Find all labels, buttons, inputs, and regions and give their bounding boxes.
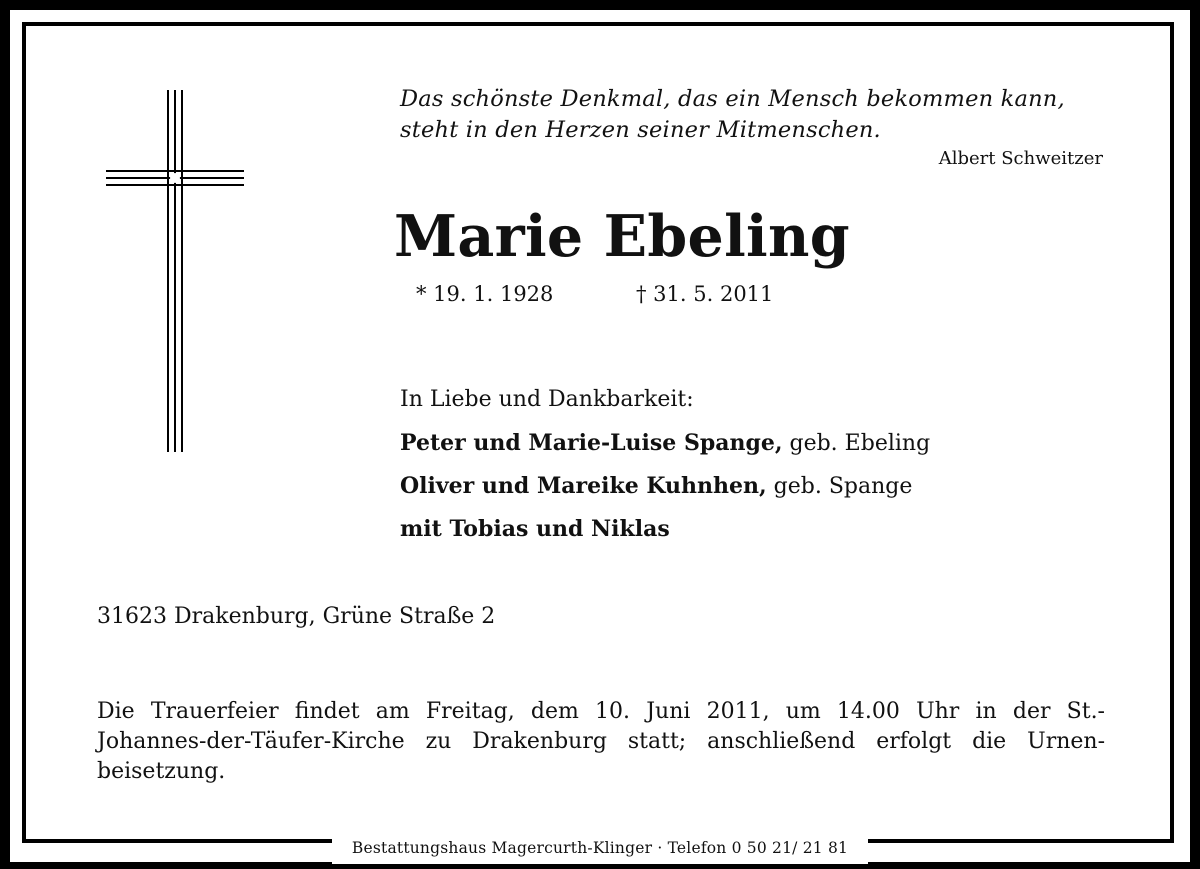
mourners-block [400,384,930,556]
mourner-note: geb. Spange [773,474,913,499]
ceremony-line-3: beisetzung. [97,759,226,784]
quote-line-1: Das schönste Denkmal, das ein Mensch bekommen kann, [400,86,1065,112]
birth-date: * 19. 1. 1928 [416,282,554,306]
ceremony-text [97,697,1105,787]
mourners-intro: In Liebe und Dankbarkeit: [400,387,694,412]
mourner-entry [400,470,930,513]
quote-line-2: steht in den Herzen seiner Mitmenschen. [400,117,881,143]
ceremony-line-2: Johannes-der-Täufer-Kirche zu Drakenburg statt; anschließend erfolgt die Urnen- [97,729,1105,754]
undertaker-footer: Bestattungshaus Magercurth-Klinger · Telefon 0 50 21/ 21 81 [332,836,868,864]
mourner-name: mit Tobias und Niklas [400,516,670,542]
death-date: † 31. 5. 2011 [636,282,774,306]
mourner-note: geb. Ebeling [789,431,931,456]
quote-author: Albert Schweitzer [938,148,1103,169]
address: 31623 Drakenburg, Grüne Straße 2 [97,604,496,629]
mourner-name: Oliver und Mareike Kuhnhen, [400,473,767,499]
mourner-entry [400,427,930,470]
cross-icon [106,90,244,452]
quote [400,84,1110,146]
mourner-name: Peter und Marie-Luise Spange, [400,430,783,456]
mourner-entry [400,513,930,556]
ceremony-line-1: Die Trauerfeier findet am Freitag, dem 10. Juni 2011, um 14.00 Uhr in der St.- [97,699,1105,724]
deceased-name: Marie Ebeling [394,203,850,270]
